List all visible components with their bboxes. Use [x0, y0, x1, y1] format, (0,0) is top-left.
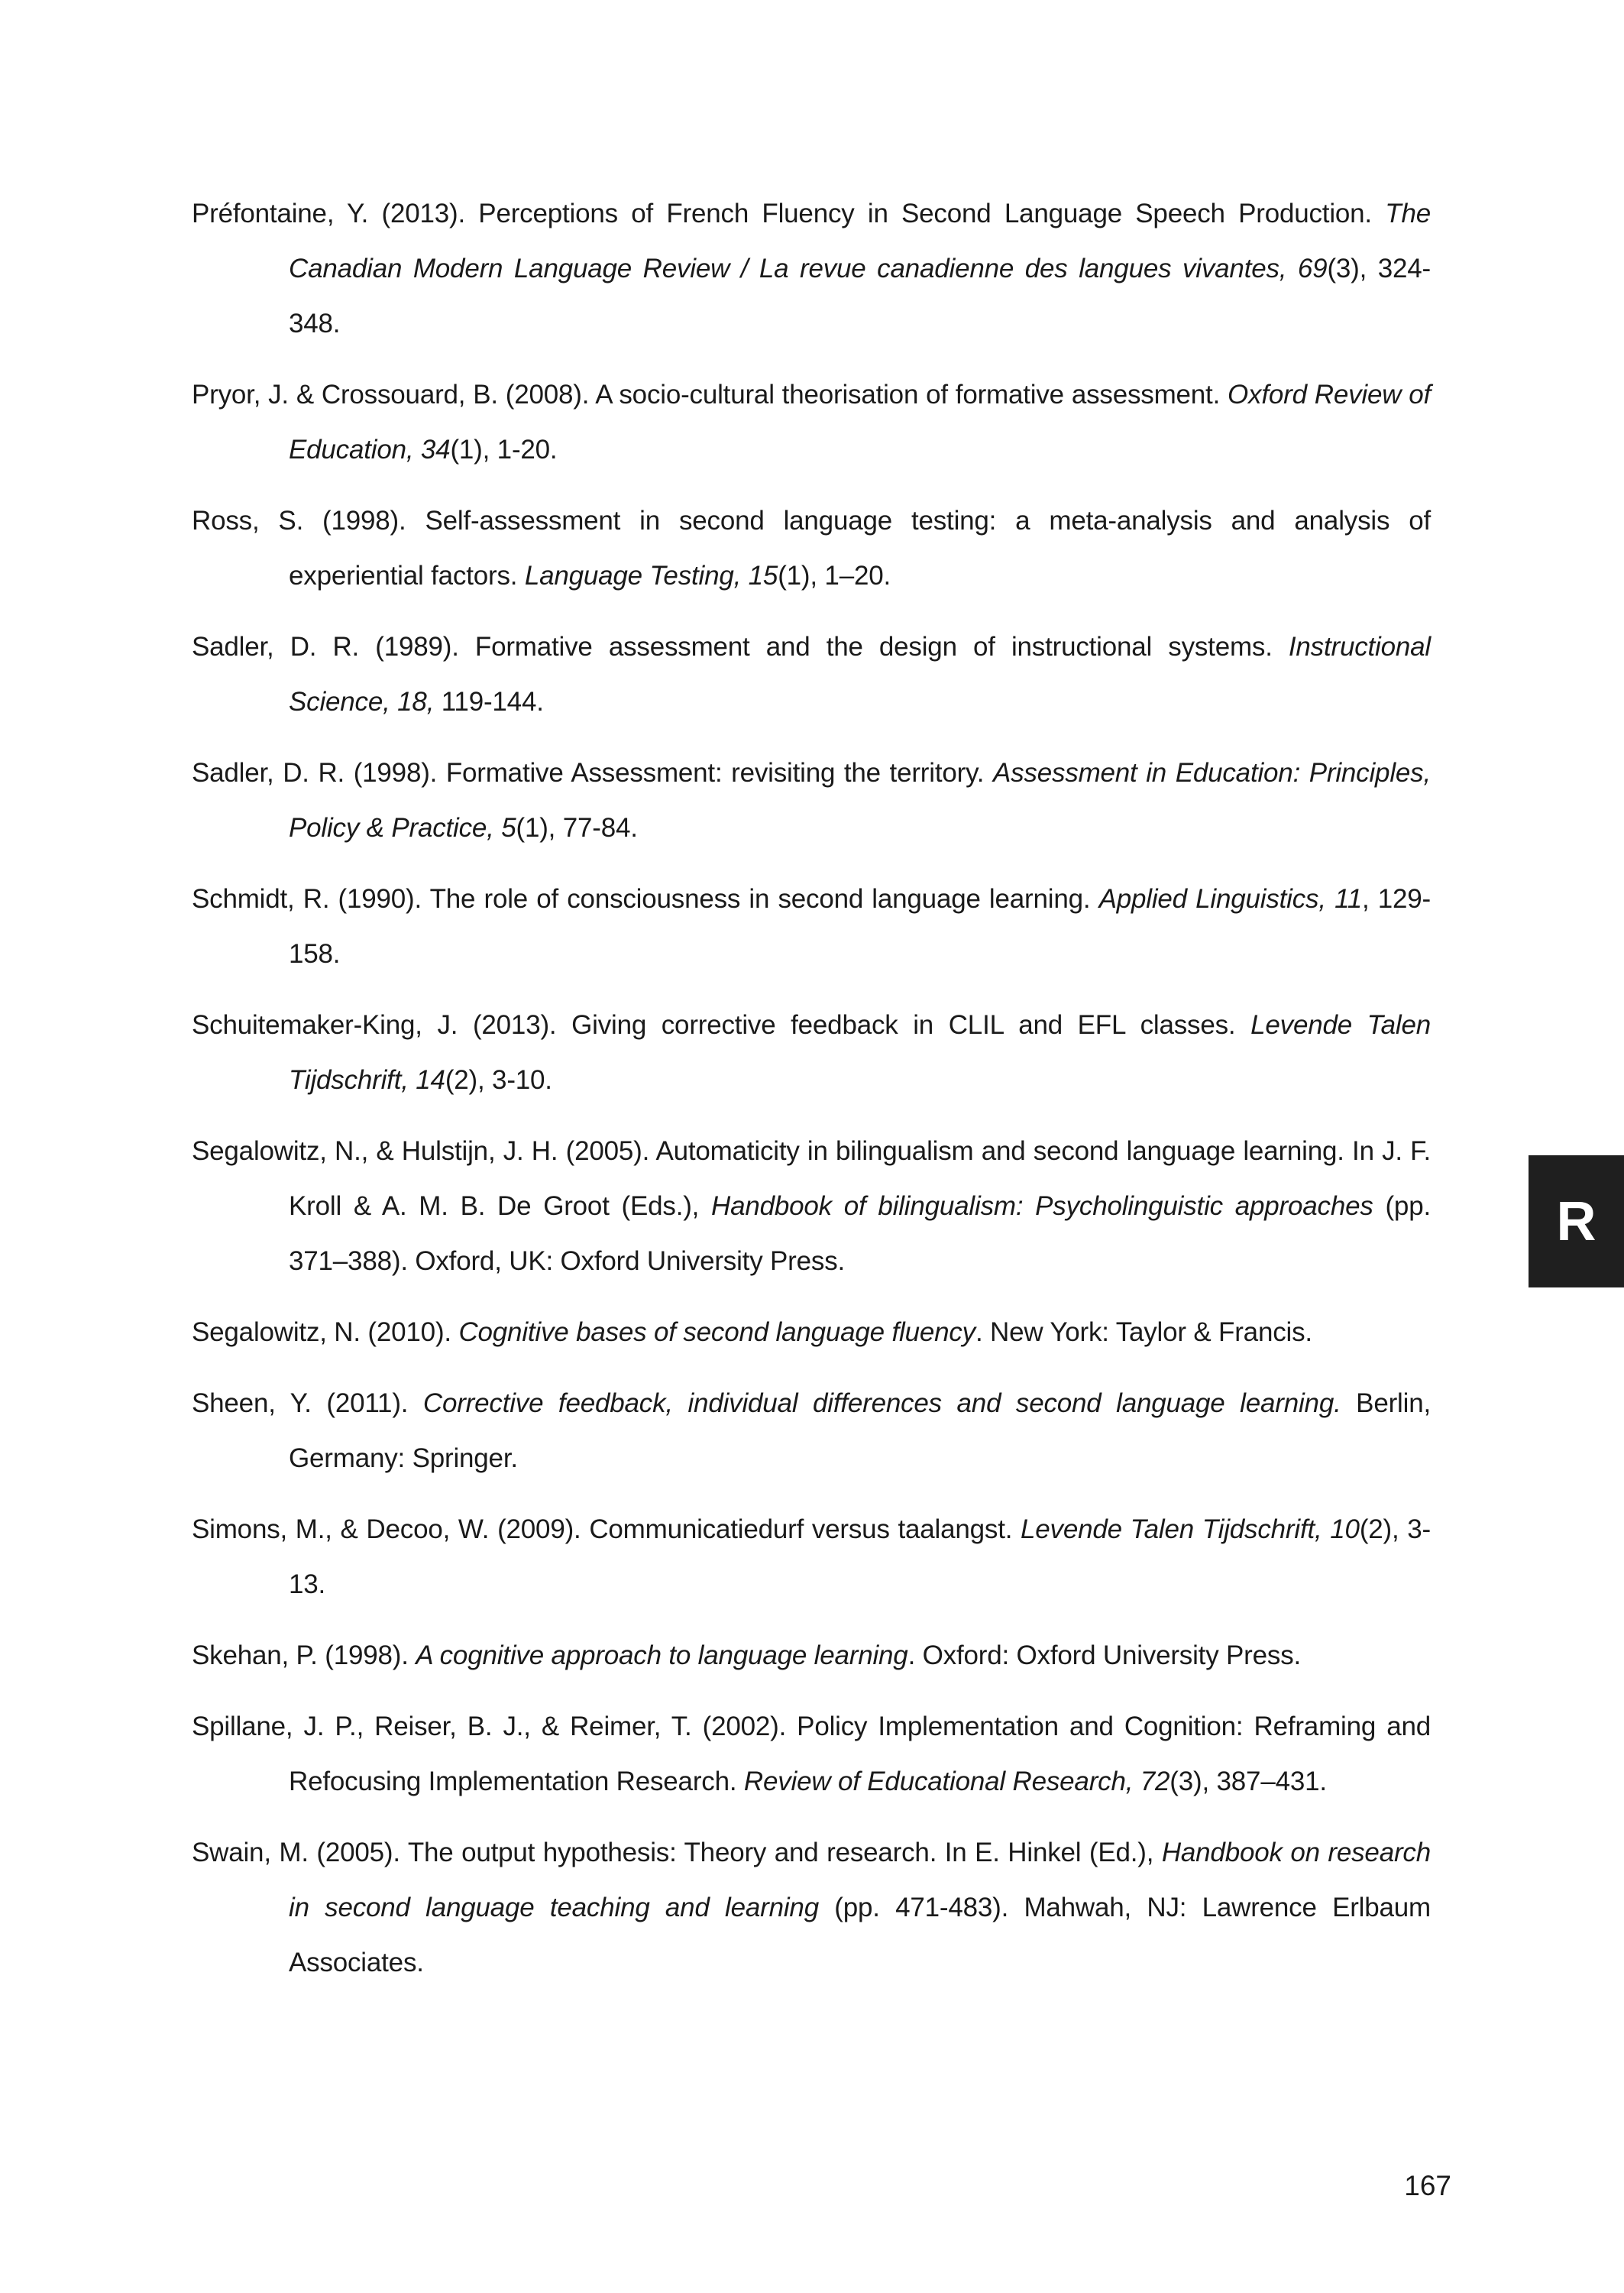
reference-source-title: Oxford Review of Education, 34 [289, 380, 1432, 465]
reference-entry [192, 746, 1431, 856]
reference-details: (3), 324-348. [289, 254, 1432, 338]
reference-text: Skehan, P. (1998). [192, 1640, 416, 1670]
reference-entry [192, 998, 1431, 1108]
reference-details: . Oxford: Oxford University Press. [907, 1640, 1302, 1670]
reference-source-title: Handbook on research in second language teaching and learning [289, 1838, 1431, 1922]
section-tab-marker [1529, 1155, 1624, 1287]
reference-text: Pryor, J. & Crossouard, B. (2008). A socio-cultural theorisation of formative assessment. [192, 380, 1228, 410]
reference-entry [192, 1825, 1431, 1990]
reference-entry [192, 368, 1431, 478]
reference-text: Segalowitz, N., & Hulstijn, J. H. (2005). Automaticity in bilingualism and second language learning. In J. F. Kroll & A. M. B. De Groot (Eds.), [192, 1136, 1431, 1221]
reference-source-title: Instructional Science, 18, [289, 632, 1431, 717]
reference-details: (1), 77-84. [516, 813, 638, 843]
section-tab-letter: R [1556, 1190, 1597, 1252]
reference-text: Spillane, J. P., Reiser, B. J., & Reimer, T. (2002). Policy Implementation and Cognition: Reframing and Refocusing Implementation Research. [192, 1712, 1431, 1796]
reference-entry [192, 1628, 1431, 1683]
reference-text: Swain, M. (2005). The output hypothesis: Theory and research. In E. Hinkel (Ed.), [192, 1838, 1162, 1867]
reference-details: , 129-158. [289, 884, 1431, 969]
reference-source-title: Language Testing, 15 [524, 561, 778, 591]
reference-source-title: Levende Talen Tijdschrift, 14 [289, 1010, 1431, 1095]
reference-details: Berlin, Germany: Springer. [289, 1388, 1431, 1473]
reference-source-title: Corrective feedback, individual differences and second language learning. [422, 1388, 1341, 1418]
reference-source-title: Review of Educational Research, 72 [743, 1767, 1170, 1796]
reference-details: (pp. 371–388). Oxford, UK: Oxford University Press. [289, 1191, 1431, 1276]
reference-text: Schmidt, R. (1990). The role of consciousness in second language learning. [192, 884, 1099, 914]
reference-entry [192, 872, 1431, 982]
reference-details: 119-144. [434, 687, 544, 717]
reference-source-title: Levende Talen Tijdschrift, 10 [1021, 1514, 1360, 1544]
reference-text: Sheen, Y. (2011). [192, 1388, 423, 1418]
reference-entry [192, 186, 1431, 351]
reference-text: Préfontaine, Y. (2013). Perceptions of French Fluency in Second Language Speech Production. [192, 199, 1386, 228]
reference-text: Ross, S. (1998). Self-assessment in second language testing: a meta-analysis and analysis of experiential factors. [192, 506, 1431, 591]
reference-details: (pp. 471-483). Mahwah, NJ: Lawrence Erlbaum Associates. [289, 1893, 1431, 1977]
reference-list [192, 186, 1431, 2006]
reference-source-title: Handbook of bilingualism: Psycholinguistic approaches [711, 1191, 1373, 1221]
reference-details: (1), 1–20. [778, 561, 891, 591]
reference-entry [192, 620, 1431, 730]
page-number: 167 [1404, 2170, 1451, 2201]
reference-source-title: Applied Linguistics, 11 [1098, 884, 1363, 914]
reference-details: (2), 3-10. [445, 1065, 552, 1095]
reference-text: Sadler, D. R. (1998). Formative Assessment: revisiting the territory. [192, 758, 993, 788]
reference-entry [192, 1124, 1431, 1289]
reference-entry [192, 1305, 1431, 1360]
reference-entry [192, 1699, 1431, 1809]
reference-details: (1), 1-20. [450, 435, 558, 465]
reference-text: Segalowitz, N. (2010). [192, 1317, 459, 1347]
reference-source-title: A cognitive approach to language learning [416, 1640, 908, 1670]
reference-entry [192, 1376, 1431, 1486]
reference-text: Sadler, D. R. (1989). Formative assessment and the design of instructional systems. [192, 632, 1289, 662]
reference-text: Simons, M., & Decoo, W. (2009). Communicatiedurf versus taalangst. [192, 1514, 1021, 1544]
reference-source-title: Assessment in Education: Principles, Policy & Practice, 5 [289, 758, 1431, 843]
reference-details: (2), 3-13. [289, 1514, 1431, 1599]
reference-entry [192, 1502, 1431, 1612]
reference-text: Schuitemaker-King, J. (2013). Giving corrective feedback in CLIL and EFL classes. [192, 1010, 1251, 1040]
reference-source-title: Cognitive bases of second language fluency [458, 1317, 975, 1347]
reference-details: . New York: Taylor & Francis. [975, 1317, 1312, 1347]
reference-entry [192, 494, 1431, 604]
reference-source-title: The Canadian Modern Language Review / La revue canadienne des langues vivantes, 69 [289, 199, 1431, 283]
reference-details: (3), 387–431. [1169, 1767, 1327, 1796]
